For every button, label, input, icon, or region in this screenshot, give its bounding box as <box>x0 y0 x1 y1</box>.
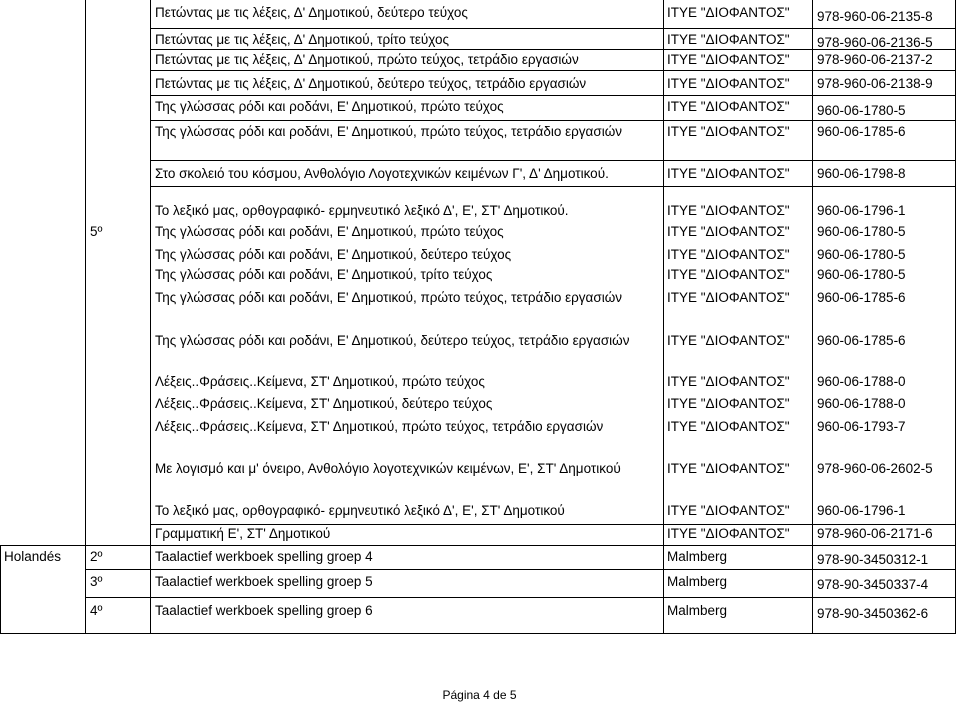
row-b-5-isbn: 960-06-1785-6 <box>817 290 906 305</box>
row-a-3-title: Πετώντας με τις λέξεις, Δ' Δημοτικού, πρώτο τεύχος, τετράδιο εργασιών <box>155 52 579 67</box>
holandes-row-3-publisher: Malmberg <box>667 603 728 618</box>
grid-line-h <box>0 545 956 546</box>
row-b-1-isbn: 960-06-1796-1 <box>817 203 906 218</box>
grid-line-h <box>150 28 956 29</box>
row-b-8-isbn: 960-06-1788-0 <box>817 396 906 411</box>
row-b-9-isbn: 960-06-1793-7 <box>817 419 906 434</box>
row-b-9-publisher: ΙΤΥΕ "ΔΙΟΦΑΝΤΟΣ" <box>667 419 790 434</box>
row-a-7-isbn: 960-06-1798-8 <box>817 166 906 181</box>
row-c-3-title: Γραμματική Ε', ΣΤ' Δημοτικού <box>155 526 331 541</box>
page-number: Página 4 de 5 <box>442 688 517 702</box>
row-b-8-title: Λέξεις..Φράσεις..Κείμενα, ΣΤ' Δημοτικού, δεύτερο τεύχος <box>155 396 493 411</box>
holandes-row-3-grade: 4º <box>90 603 103 618</box>
grid-line-h <box>150 160 956 161</box>
row-a-4-publisher: ΙΤΥΕ "ΔΙΟΦΑΝΤΟΣ" <box>667 76 790 91</box>
holandes-row-3-title: Taalactief werkboek spelling groep 6 <box>155 603 373 618</box>
holandes-row-1-title: Taalactief werkboek spelling groep 4 <box>155 549 373 564</box>
holandes-row-1-isbn: 978-90-3450312-1 <box>817 552 929 567</box>
row-a-5-title: Της γλώσσας ρόδι και ροδάνι, Ε' Δημοτικού, πρώτο τεύχος <box>155 99 504 114</box>
holandes-row-2-publisher: Malmberg <box>667 574 728 589</box>
grid-line-h <box>150 186 956 187</box>
row-a-4-isbn: 978-960-06-2138-9 <box>817 76 933 91</box>
holandes-row-3-isbn: 978-90-3450362-6 <box>817 606 929 621</box>
grade-label-5: 5º <box>90 224 103 239</box>
row-b-6-isbn: 960-06-1785-6 <box>817 333 906 348</box>
row-a-2-title: Πετώντας με τις λέξεις, Δ' Δημοτικού, τρίτο τεύχος <box>155 32 450 47</box>
row-b-7-title: Λέξεις..Φράσεις..Κείμενα, ΣΤ' Δημοτικού, πρώτο τεύχος <box>155 374 485 389</box>
row-c-3-isbn: 978-960-06-2171-6 <box>817 526 933 541</box>
row-b-3-publisher: ΙΤΥΕ "ΔΙΟΦΑΝΤΟΣ" <box>667 247 790 262</box>
row-a-7-publisher: ΙΤΥΕ "ΔΙΟΦΑΝΤΟΣ" <box>667 166 790 181</box>
holandes-row-2-grade: 3º <box>90 574 103 589</box>
row-b-7-publisher: ΙΤΥΕ "ΔΙΟΦΑΝΤΟΣ" <box>667 374 790 389</box>
row-a-3-isbn: 978-960-06-2137-2 <box>817 52 933 67</box>
row-a-1-title: Πετώντας με τις λέξεις, Δ' Δημοτικού, δεύτερο τεύχος <box>155 5 468 20</box>
row-b-5-publisher: ΙΤΥΕ "ΔΙΟΦΑΝΤΟΣ" <box>667 290 790 305</box>
row-b-2-publisher: ΙΤΥΕ "ΔΙΟΦΑΝΤΟΣ" <box>667 224 790 239</box>
row-b-6-title: Της γλώσσας ρόδι και ροδάνι, Ε' Δημοτικού, δεύτερο τεύχος, τετράδιο εργασιών <box>155 333 630 348</box>
row-a-4-title: Πετώντας με τις λέξεις, Δ' Δημοτικού, δεύτερο τεύχος, τετράδιο εργασιών <box>155 76 587 91</box>
row-b-1-publisher: ΙΤΥΕ "ΔΙΟΦΑΝΤΟΣ" <box>667 203 790 218</box>
row-a-1-publisher: ΙΤΥΕ "ΔΙΟΦΑΝΤΟΣ" <box>667 5 790 20</box>
row-b-5-title: Της γλώσσας ρόδι και ροδάνι, Ε' Δημοτικού, πρώτο τεύχος, τετράδιο εργασιών <box>155 290 622 305</box>
grid-line-v-lang <box>85 0 86 634</box>
row-b-6-publisher: ΙΤΥΕ "ΔΙΟΦΑΝΤΟΣ" <box>667 333 790 348</box>
row-a-2-publisher: ΙΤΥΕ "ΔΙΟΦΑΝΤΟΣ" <box>667 32 790 47</box>
row-c-1-isbn: 978-960-06-2602-5 <box>817 461 933 476</box>
row-c-2-title: Το λεξικό μας, ορθογραφικό- ερμηνευτικό λεξικό Δ', Ε', ΣΤ' Δημοτικού <box>155 503 565 518</box>
row-b-1-title: Το λεξικό μας, ορθογραφικό- ερμηνευτικό λεξικό Δ', Ε', ΣΤ' Δημοτικού. <box>155 203 569 218</box>
row-a-5-isbn: 960-06-1780-5 <box>817 103 906 118</box>
grid-line-v-left <box>0 545 1 634</box>
row-a-6-publisher: ΙΤΥΕ "ΔΙΟΦΑΝΤΟΣ" <box>667 124 790 139</box>
row-a-5-publisher: ΙΤΥΕ "ΔΙΟΦΑΝΤΟΣ" <box>667 99 790 114</box>
row-b-7-isbn: 960-06-1788-0 <box>817 374 906 389</box>
row-b-2-isbn: 960-06-1780-5 <box>817 224 906 239</box>
row-a-1-isbn: 978-960-06-2135-8 <box>817 9 933 24</box>
row-c-1-publisher: ΙΤΥΕ "ΔΙΟΦΑΝΤΟΣ" <box>667 461 790 476</box>
row-b-4-isbn: 960-06-1780-5 <box>817 267 906 282</box>
row-b-9-title: Λέξεις..Φράσεις..Κείμενα, ΣΤ' Δημοτικού, πρώτο τεύχος, τετράδιο εργασιών <box>155 419 604 434</box>
row-b-2-title: Της γλώσσας ρόδι και ροδάνι, Ε' Δημοτικού, πρώτο τεύχος <box>155 224 504 239</box>
row-c-3-publisher: ΙΤΥΕ "ΔΙΟΦΑΝΤΟΣ" <box>667 526 790 541</box>
row-a-7-title: Στο σκολειό του κόσμου, Ανθολόγιο Λογοτεχνικών κειμένων Γ', Δ' Δημοτικού. <box>155 166 609 181</box>
row-a-2-isbn: 978-960-06-2136-5 <box>817 35 933 50</box>
grid-line-h <box>150 70 956 71</box>
row-c-2-publisher: ΙΤΥΕ "ΔΙΟΦΑΝΤΟΣ" <box>667 503 790 518</box>
row-b-3-title: Της γλώσσας ρόδι και ροδάνι, Ε' Δημοτικού, δεύτερο τεύχος <box>155 247 512 262</box>
row-a-6-isbn: 960-06-1785-6 <box>817 124 906 139</box>
row-c-2-isbn: 960-06-1796-1 <box>817 503 906 518</box>
row-b-8-publisher: ΙΤΥΕ "ΔΙΟΦΑΝΤΟΣ" <box>667 396 790 411</box>
grid-line-h <box>150 95 956 96</box>
row-b-4-title: Της γλώσσας ρόδι και ροδάνι, Ε' Δημοτικού, τρίτο τεύχος <box>155 267 493 282</box>
language-label-holandes: Holandés <box>4 549 62 564</box>
row-c-1-title: Με λογισμό και μ' όνειρο, Ανθολόγιο λογοτεχνικών κειμένων, Ε', ΣΤ' Δημοτικού <box>155 461 621 476</box>
row-b-4-publisher: ΙΤΥΕ "ΔΙΟΦΑΝΤΟΣ" <box>667 267 790 282</box>
holandes-row-1-grade: 2º <box>90 549 103 564</box>
row-a-6-title: Της γλώσσας ρόδι και ροδάνι, Ε' Δημοτικού, πρώτο τεύχος, τετράδιο εργασιών <box>155 124 622 139</box>
holandes-row-1-publisher: Malmberg <box>667 549 728 564</box>
grid-line-h <box>0 633 956 634</box>
row-a-3-publisher: ΙΤΥΕ "ΔΙΟΦΑΝΤΟΣ" <box>667 52 790 67</box>
grid-line-h <box>85 597 956 598</box>
row-b-3-isbn: 960-06-1780-5 <box>817 247 906 262</box>
holandes-row-2-title: Taalactief werkboek spelling groep 5 <box>155 574 373 589</box>
holandes-row-2-isbn: 978-90-3450337-4 <box>817 577 929 592</box>
